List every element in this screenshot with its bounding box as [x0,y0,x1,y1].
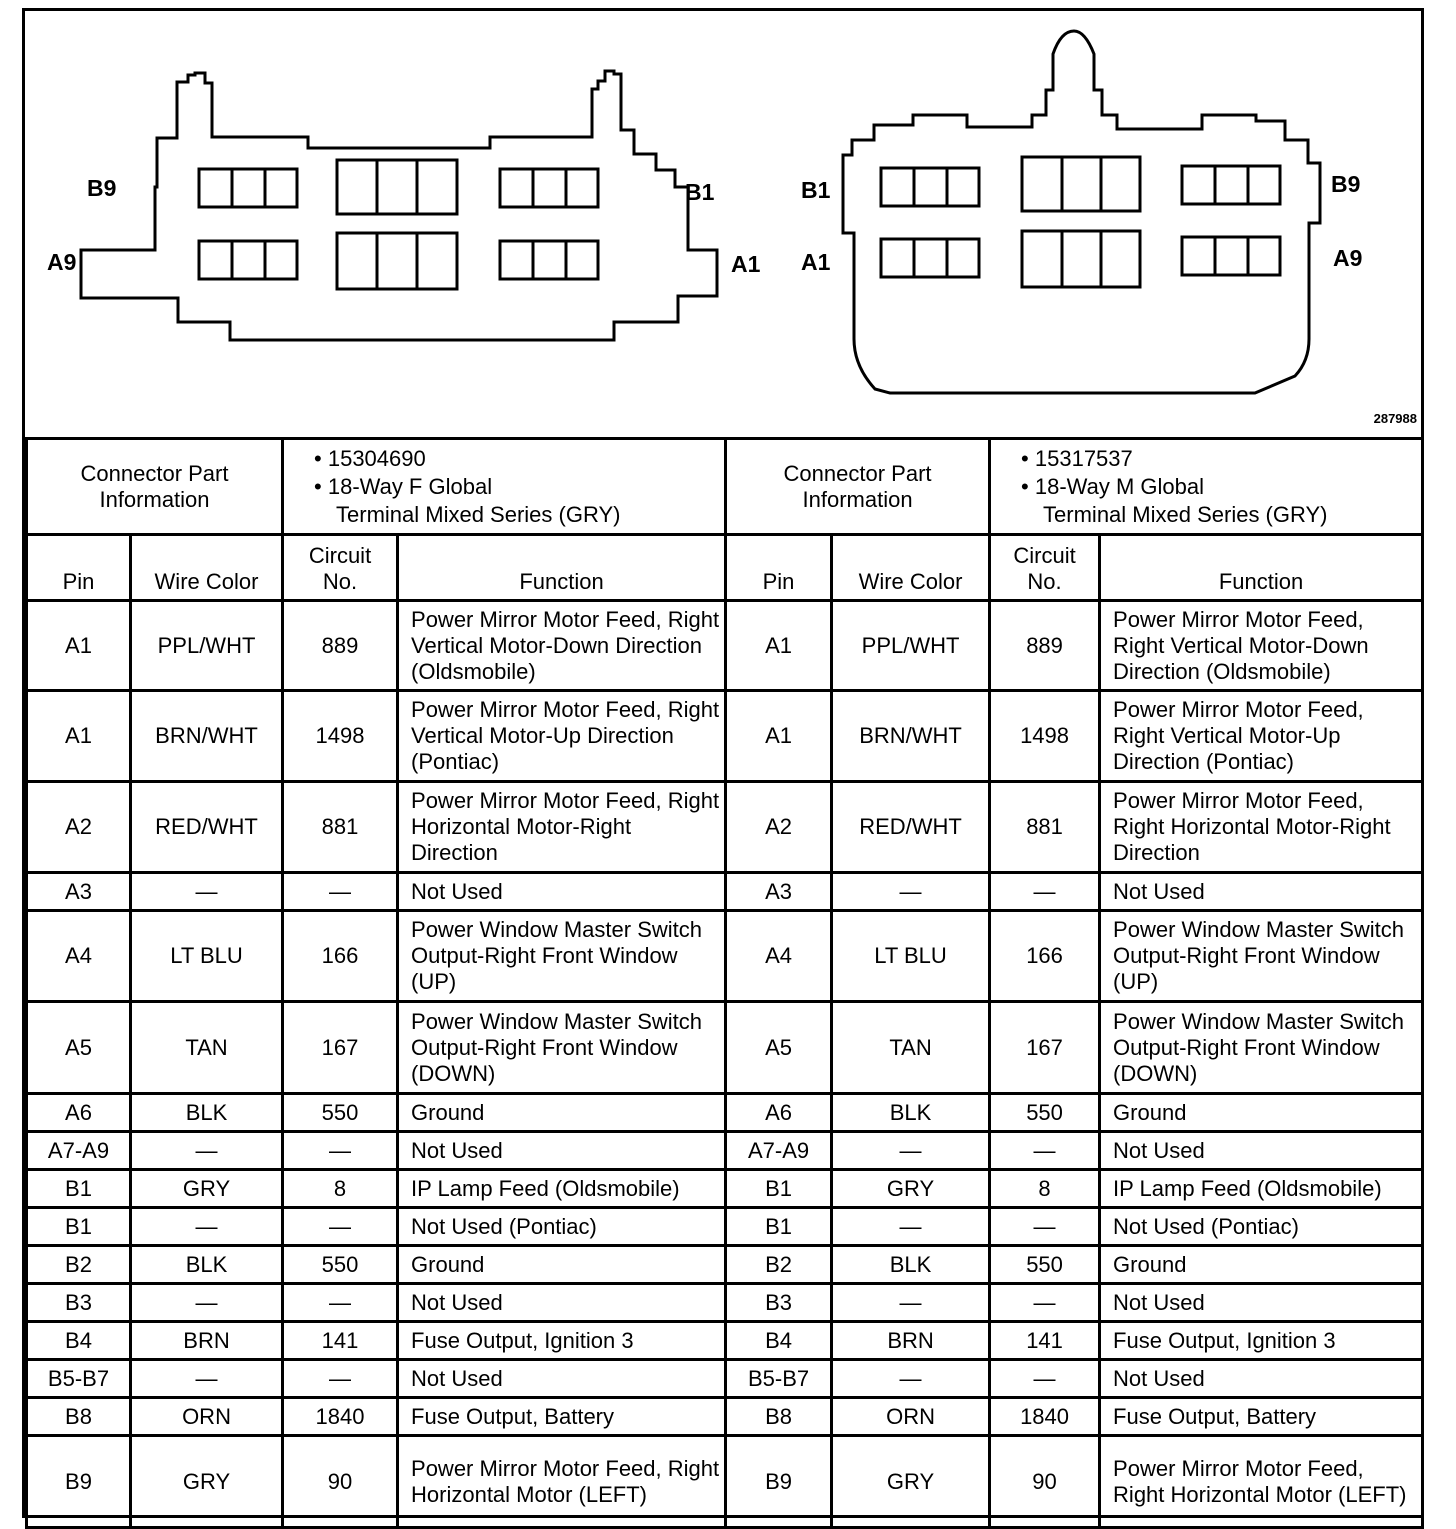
right-function-cell: Not Used [1100,1132,1423,1170]
right-pin-cell: A5 [726,1002,832,1094]
left-circuit-cell: — [283,1360,398,1398]
right-label-top-left: B1 [801,177,831,203]
left-function-cell: Power Mirror Motor Feed, Right Horizontal Motor-Right Direction [398,782,726,873]
right-pin-cell: A4 [726,911,832,1002]
col-header-pin: Pin [726,535,832,601]
right-wire-color-cell: BLK [832,1246,990,1284]
right-connector-cavities [881,157,1280,287]
right-pin-cell: A3 [726,873,832,911]
table-row [27,1002,1423,1094]
left-pin-cell: B1 [27,1170,131,1208]
left-pin-cell: A1 [27,691,131,782]
right-label-top-right: B9 [1331,171,1361,197]
right-function-cell: Power Mirror Motor Feed, Right Vertical Motor-Up Direction (Pontiac) [1100,691,1423,782]
right-circuit-cell: 8 [990,1170,1100,1208]
left-pin-cell: B4 [27,1322,131,1360]
left-circuit-cell: 1840 [283,1398,398,1436]
left-part-info: • 15304690 • 18-Way F Global Terminal Mixed Series (GRY) [283,439,726,535]
left-function-cell: Ground [398,1246,726,1284]
right-circuit-cell: 1840 [990,1398,1100,1436]
left-label-bottom-right: A1 [731,251,761,277]
left-wire-color-cell: GRY [131,1170,283,1208]
right-circuit-cell: — [990,1132,1100,1170]
left-function-cell: Ground [398,1094,726,1132]
right-pin-cell: B3 [726,1284,832,1322]
right-function-cell: Not Used [1100,873,1423,911]
left-function-cell: Not Used [398,1284,726,1322]
left-circuit-cell: — [283,1208,398,1246]
left-function-cell: Power Window Master Switch Output-Right Front Window (DOWN) [398,1002,726,1094]
col-header-circuit: Circuit No. [990,535,1100,601]
left-connector-outline [81,71,717,340]
right-wire-color-cell: BRN [832,1322,990,1360]
right-circuit-cell: 550 [990,1246,1100,1284]
table-row [27,782,1423,873]
table-row [27,1170,1423,1208]
left-circuit-cell: 90 [283,1436,398,1528]
left-circuit-cell: 1498 [283,691,398,782]
table-row [27,1284,1423,1322]
left-function-cell: Power Mirror Motor Feed, Right Vertical Motor-Down Direction (Oldsmobile) [398,601,726,691]
left-pin-cell: B2 [27,1246,131,1284]
right-function-cell: Power Mirror Motor Feed, Right Vertical Motor-Down Direction (Oldsmobile) [1100,601,1423,691]
right-circuit-cell: 550 [990,1094,1100,1132]
left-label-bottom-left: A9 [47,249,77,275]
left-circuit-cell: 550 [283,1246,398,1284]
col-header-wire-color: Wire Color [832,535,990,601]
connector-document [22,8,1424,1518]
table-row [27,691,1423,782]
right-pin-cell: A1 [726,601,832,691]
left-wire-color-cell: BRN/WHT [131,691,283,782]
right-function-cell: Ground [1100,1094,1423,1132]
left-circuit-cell: — [283,1284,398,1322]
right-wire-color-cell: ORN [832,1398,990,1436]
table-row [27,873,1423,911]
left-pin-cell: A5 [27,1002,131,1094]
left-wire-color-cell: — [131,1132,283,1170]
right-wire-color-cell: PPL/WHT [832,601,990,691]
left-function-cell: Not Used [398,1360,726,1398]
left-function-cell: Fuse Output, Ignition 3 [398,1322,726,1360]
right-wire-color-cell: BRN/WHT [832,691,990,782]
left-pin-cell: A7-A9 [27,1132,131,1170]
right-function-cell: Fuse Output, Battery [1100,1398,1423,1436]
table-row [27,1398,1423,1436]
right-pin-cell: A1 [726,691,832,782]
right-circuit-cell: 141 [990,1322,1100,1360]
right-label-bottom-right: A9 [1333,245,1363,271]
right-function-cell: Ground [1100,1246,1423,1284]
right-wire-color-cell: — [832,873,990,911]
table-row [27,1322,1423,1360]
left-function-cell: Not Used (Pontiac) [398,1208,726,1246]
right-function-cell: Power Mirror Motor Feed, Right Horizontal Motor (LEFT) [1100,1436,1423,1528]
left-function-cell: Fuse Output, Battery [398,1398,726,1436]
left-label-top-right: B1 [685,179,715,205]
left-connector-cavities [199,160,598,289]
right-circuit-cell: 881 [990,782,1100,873]
left-wire-color-cell: PPL/WHT [131,601,283,691]
left-circuit-cell: — [283,1132,398,1170]
left-circuit-cell: 141 [283,1322,398,1360]
left-function-cell: Not Used [398,1132,726,1170]
left-circuit-cell: 889 [283,601,398,691]
left-wire-color-cell: — [131,1284,283,1322]
right-pin-cell: B9 [726,1436,832,1528]
left-pin-cell: A4 [27,911,131,1002]
left-circuit-cell: 881 [283,782,398,873]
left-wire-color-cell: — [131,873,283,911]
right-pin-cell: B1 [726,1170,832,1208]
right-function-cell: Power Mirror Motor Feed, Right Horizontal Motor-Right Direction [1100,782,1423,873]
right-circuit-cell: 167 [990,1002,1100,1094]
table-row [27,1246,1423,1284]
left-connector-type: 18-Way F Global [327,473,493,499]
left-pin-cell: A2 [27,782,131,873]
right-pin-cell: A2 [726,782,832,873]
left-function-cell: Power Window Master Switch Output-Right Front Window (UP) [398,911,726,1002]
table-row [27,1132,1423,1170]
right-function-cell: IP Lamp Feed (Oldsmobile) [1100,1170,1423,1208]
left-function-cell: IP Lamp Feed (Oldsmobile) [398,1170,726,1208]
table-row [27,1208,1423,1246]
right-wire-color-cell: GRY [832,1436,990,1528]
table-row [27,911,1423,1002]
left-pin-cell: B1 [27,1208,131,1246]
right-function-cell: Power Window Master Switch Output-Right Front Window (DOWN) [1100,1002,1423,1094]
table-row [27,1436,1423,1528]
col-header-function: Function [1100,535,1423,601]
left-pin-cell: B5-B7 [27,1360,131,1398]
right-pin-cell: A6 [726,1094,832,1132]
left-wire-color-cell: — [131,1360,283,1398]
left-wire-color-cell: BLK [131,1246,283,1284]
right-circuit-cell: 1498 [990,691,1100,782]
column-header-row [27,535,1423,601]
right-wire-color-cell: RED/WHT [832,782,990,873]
right-function-cell: Not Used (Pontiac) [1100,1208,1423,1246]
left-part-number: 15304690 [327,445,426,471]
right-wire-color-cell: — [832,1284,990,1322]
left-pin-cell: A1 [27,601,131,691]
connector-info-row [27,439,1423,535]
left-function-cell: Power Mirror Motor Feed, Right Vertical Motor-Up Direction (Pontiac) [398,691,726,782]
right-pin-cell: B8 [726,1398,832,1436]
left-wire-color-cell: ORN [131,1398,283,1436]
right-pin-cell: B1 [726,1208,832,1246]
left-pin-cell: B9 [27,1436,131,1528]
right-label-bottom-left: A1 [801,249,831,275]
right-wire-color-cell: — [832,1132,990,1170]
connector-outlines [25,11,1427,439]
col-header-pin: Pin [27,535,131,601]
left-circuit-cell: 167 [283,1002,398,1094]
right-function-cell: Fuse Output, Ignition 3 [1100,1322,1423,1360]
right-circuit-cell: — [990,1208,1100,1246]
right-wire-color-cell: TAN [832,1002,990,1094]
left-function-cell: Power Mirror Motor Feed, Right Horizontal Motor (LEFT) [398,1436,726,1528]
left-label-top-left: B9 [87,175,117,201]
right-function-cell: Power Window Master Switch Output-Right Front Window (UP) [1100,911,1423,1002]
left-pin-cell: B8 [27,1398,131,1436]
left-wire-color-cell: — [131,1208,283,1246]
left-wire-color-cell: RED/WHT [131,782,283,873]
left-circuit-cell: 550 [283,1094,398,1132]
right-wire-color-cell: GRY [832,1170,990,1208]
right-wire-color-cell: LT BLU [832,911,990,1002]
right-pin-cell: B4 [726,1322,832,1360]
left-wire-color-cell: BLK [131,1094,283,1132]
right-circuit-cell: 90 [990,1436,1100,1528]
right-circuit-cell: — [990,1284,1100,1322]
right-wire-color-cell: — [832,1208,990,1246]
right-info-label: Connector Part Information [726,439,990,535]
right-circuit-cell: 889 [990,601,1100,691]
right-wire-color-cell: — [832,1360,990,1398]
right-function-cell: Not Used [1100,1360,1423,1398]
right-wire-color-cell: BLK [832,1094,990,1132]
right-pin-cell: B5-B7 [726,1360,832,1398]
left-circuit-cell: 8 [283,1170,398,1208]
left-function-cell: Not Used [398,873,726,911]
right-circuit-cell: — [990,1360,1100,1398]
table-row [27,601,1423,691]
table-row [27,1360,1423,1398]
col-header-wire-color: Wire Color [131,535,283,601]
left-pin-cell: B3 [27,1284,131,1322]
right-part-number: 15317537 [1034,445,1133,471]
left-circuit-cell: 166 [283,911,398,1002]
right-part-info: • 15317537 • 18-Way M Global Terminal Mixed Series (GRY) [990,439,1423,535]
left-wire-color-cell: BRN [131,1322,283,1360]
col-header-function: Function [398,535,726,601]
left-info-label: Connector Part Information [27,439,283,535]
col-header-circuit: Circuit No. [283,535,398,601]
connector-diagram [25,11,1427,439]
left-circuit-cell: — [283,873,398,911]
right-circuit-cell: — [990,873,1100,911]
right-function-cell: Not Used [1100,1284,1423,1322]
right-connector-type: 18-Way M Global [1034,473,1204,499]
figure-id: 287988 [1373,411,1417,426]
right-circuit-cell: 166 [990,911,1100,1002]
table-row [27,1094,1423,1132]
left-wire-color-cell: TAN [131,1002,283,1094]
right-connector-series: Terminal Mixed Series (GRY) [1043,501,1328,527]
left-pin-cell: A6 [27,1094,131,1132]
left-wire-color-cell: LT BLU [131,911,283,1002]
left-pin-cell: A3 [27,873,131,911]
left-connector-series: Terminal Mixed Series (GRY) [336,501,621,527]
right-pin-cell: B2 [726,1246,832,1284]
right-pin-cell: A7-A9 [726,1132,832,1170]
left-wire-color-cell: GRY [131,1436,283,1528]
pinout-table [25,437,1424,1529]
